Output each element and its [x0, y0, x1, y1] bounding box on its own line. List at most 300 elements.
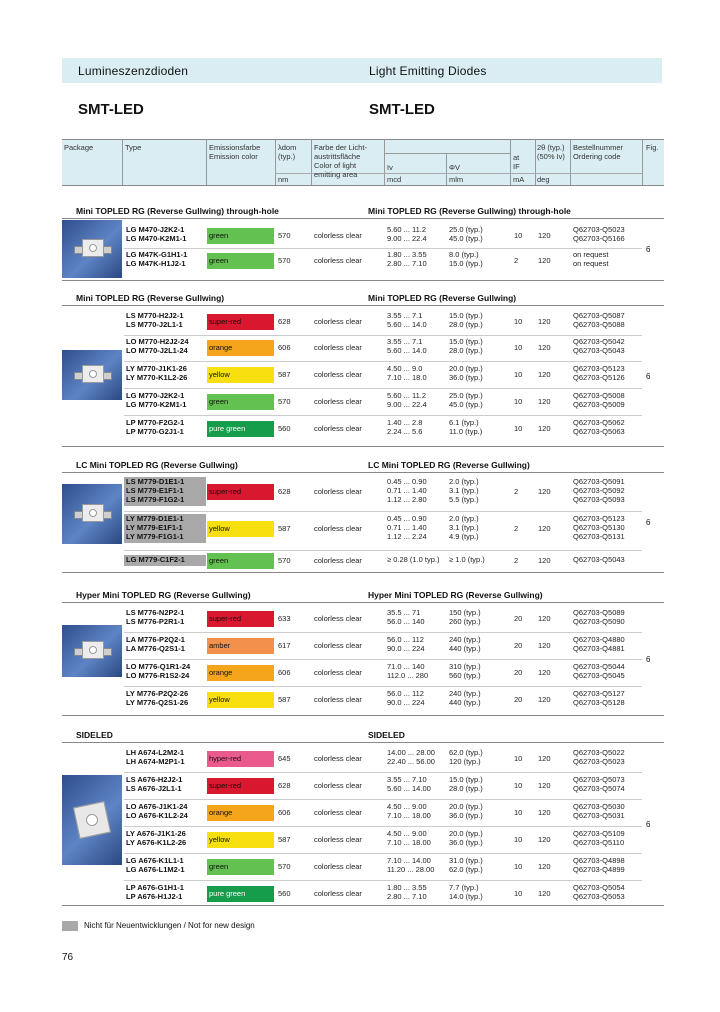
luminous-intensity: 3.55 ... 7.1: [387, 311, 423, 320]
viewing-angle: 120: [538, 667, 551, 677]
luminous-intensity: 56.0 ... 112: [387, 689, 424, 698]
forward-current: 10: [514, 780, 523, 790]
type-code: LP M770-F2G2-1: [126, 418, 185, 427]
luminous-intensity: 90.0 ... 224: [387, 698, 425, 707]
forward-current: 20: [514, 613, 523, 623]
row-separator: [124, 799, 642, 800]
figure-number: 6: [646, 518, 651, 527]
ordering-code: Q62703-Q5054: [573, 883, 625, 892]
header-iv-unit: mcd: [387, 175, 402, 184]
luminous-flux: 3.1 (typ.): [449, 523, 479, 532]
luminous-flux: 310 (typ.): [449, 662, 481, 671]
luminous-intensity: 0.45 ... 0.90: [387, 477, 427, 486]
ordering-code: Q62703-Q5043: [573, 346, 625, 355]
luminous-flux: 150 (typ.): [449, 608, 481, 617]
subtitle-english: SMT-LED: [369, 101, 435, 118]
emission-color-swatch: orange: [207, 340, 274, 356]
luminous-flux: 25.0 (typ.): [449, 225, 483, 234]
luminous-intensity: 112.0 ... 280: [387, 671, 429, 680]
row-separator: [124, 880, 642, 881]
section-title-german: Mini TOPLED RG (Reverse Gullwing) through-hole: [76, 206, 279, 216]
type-code: LS M770-H2J2-1: [126, 311, 184, 320]
luminous-intensity: 4.50 ... 9.00: [387, 802, 427, 811]
ordering-code: Q62703-Q4881: [573, 644, 625, 653]
type-code: LS A676-H2J2-1: [126, 775, 183, 784]
viewing-angle: 120: [538, 834, 551, 844]
figure-number: 6: [646, 245, 651, 254]
header-divider: [122, 139, 123, 185]
luminous-flux: 36.0 (typ.): [449, 838, 483, 847]
viewing-angle: 120: [538, 342, 551, 352]
luminous-flux: 560 (typ.): [449, 671, 481, 680]
ordering-code: Q62703-Q5166: [573, 234, 625, 243]
forward-current: 20: [514, 694, 523, 704]
ordering-code: Q62703-Q5110: [573, 838, 625, 847]
type-code: LP M770-G2J1-1: [126, 427, 184, 436]
dominant-wavelength: 560: [278, 888, 291, 898]
title-english: Light Emitting Diodes: [369, 64, 487, 78]
row-separator: [124, 550, 642, 551]
luminous-intensity: 7.10 ... 18.00: [387, 811, 431, 820]
type-code: LY M776-Q2S1-26: [126, 698, 189, 707]
ordering-code: Q62703-Q5123: [573, 514, 625, 523]
viewing-angle: 120: [538, 423, 551, 433]
luminous-flux: 36.0 (typ.): [449, 811, 483, 820]
viewing-angle: 120: [538, 888, 551, 898]
package-chip: [82, 365, 104, 383]
lens-color: colorless clear: [314, 780, 362, 790]
row-separator: [124, 248, 642, 249]
header-divider: [510, 139, 511, 185]
type-code: LO M770-J2L1-24: [126, 346, 188, 355]
led-lens: [89, 646, 97, 654]
dominant-wavelength: 570: [278, 230, 291, 240]
dominant-wavelength: 587: [278, 369, 291, 379]
header-top-rule: [62, 139, 664, 140]
type-code: LY M770-K1L2-26: [126, 373, 188, 382]
luminous-intensity: 35.5 ... 71: [387, 608, 421, 617]
type-code: LG A676-K1L1-1: [126, 856, 184, 865]
dominant-wavelength: 570: [278, 556, 291, 565]
page-number: 76: [62, 952, 74, 963]
header-divider: [570, 139, 571, 185]
header-divider: [446, 153, 447, 185]
subtitle-german: SMT-LED: [78, 101, 144, 118]
lens-color: colorless clear: [314, 640, 362, 650]
luminous-intensity: ≥ 0.28 (1.0 typ.): [387, 555, 440, 564]
type-code: LO A676-K1L2-24: [126, 811, 188, 820]
forward-current: 10: [514, 423, 523, 433]
type-code: LS A676-J2L1-1: [126, 784, 182, 793]
dominant-wavelength: 628: [278, 487, 291, 496]
lens-color: colorless clear: [314, 861, 362, 871]
lens-color: colorless clear: [314, 556, 362, 565]
row-separator: [124, 686, 642, 687]
package-image: [62, 220, 122, 278]
luminous-intensity: 2.24 ... 5.6: [387, 427, 423, 436]
luminous-flux: 7.7 (typ.): [449, 883, 479, 892]
luminous-intensity: 5.60 ... 14.00: [387, 784, 431, 793]
header-at: at IF: [513, 153, 520, 171]
type-code: LG M779-C1F2-1: [126, 555, 185, 564]
led-lens: [89, 244, 97, 252]
type-code: LS M779-E1F1-1: [126, 486, 184, 495]
header-angle-unit: deg: [537, 175, 550, 184]
figure-number: 6: [646, 654, 651, 664]
luminous-flux: 2.0 (typ.): [449, 514, 479, 523]
viewing-angle: 120: [538, 396, 551, 406]
led-lens: [89, 509, 97, 517]
luminous-flux: 28.0 (typ.): [449, 346, 483, 355]
header-type: Type: [125, 143, 142, 152]
ordering-code: Q62703-Q5126: [573, 373, 625, 382]
type-code: LG M47K-H1J2-1: [126, 259, 186, 268]
row-separator: [124, 659, 642, 660]
ordering-code: Q62703-Q5109: [573, 829, 625, 838]
viewing-angle: 120: [538, 807, 551, 817]
emission-color-swatch: green: [207, 228, 274, 244]
ordering-code: Q62703-Q5022: [573, 748, 625, 757]
package-chip: [73, 801, 111, 839]
type-code: LO A676-J1K1-24: [126, 802, 188, 811]
luminous-flux: 45.0 (typ.): [449, 400, 483, 409]
package-image: [62, 775, 122, 865]
luminous-intensity: 1.80 ... 3.55: [387, 250, 427, 259]
emission-color-swatch: super-red: [207, 611, 274, 627]
ordering-code: Q62703-Q5008: [573, 391, 625, 400]
row-separator: [124, 511, 642, 512]
ordering-code: Q62703-Q4880: [573, 635, 625, 644]
section-rule: [62, 602, 664, 603]
viewing-angle: 120: [538, 230, 551, 240]
type-code: LG M47K-G1H1-1: [126, 250, 188, 259]
forward-current: 10: [514, 834, 523, 844]
ordering-code: Q62703-Q5127: [573, 689, 625, 698]
package-image: [62, 625, 122, 677]
lens-color: colorless clear: [314, 369, 362, 379]
luminous-intensity: 5.60 ... 11.2: [387, 225, 427, 234]
package-chip: [82, 239, 104, 257]
dominant-wavelength: 570: [278, 861, 291, 871]
emission-color-swatch: yellow: [207, 832, 274, 848]
luminous-intensity: 0.71 ... 1.40: [387, 523, 427, 532]
type-code: LG M770-K2M1-1: [126, 400, 187, 409]
luminous-intensity: 90.0 ... 224: [387, 644, 425, 653]
header-angle: 2θ (typ.) (50% Iv): [537, 143, 565, 161]
header-sub-rule: [384, 153, 510, 154]
type-code: LH A674-L2M2-1: [126, 748, 185, 757]
lens-color: colorless clear: [314, 396, 362, 406]
type-code: LA M776-P2Q2-1: [126, 635, 185, 644]
ordering-code: Q62703-Q4899: [573, 865, 625, 874]
emission-color-swatch: hyper-red: [207, 751, 274, 767]
dominant-wavelength: 628: [278, 316, 291, 326]
luminous-intensity: 0.71 ... 1.40: [387, 486, 427, 495]
luminous-flux: 3.1 (typ.): [449, 486, 479, 495]
type-code: LY M776-P2Q2-26: [126, 689, 189, 698]
emission-color-swatch: green: [207, 553, 274, 569]
led-lens: [85, 813, 99, 827]
luminous-intensity: 1.12 ... 2.80: [387, 495, 427, 504]
row-separator: [124, 335, 642, 336]
ordering-code: Q62703-Q5123: [573, 364, 625, 373]
section-bottom-rule: [62, 715, 664, 716]
type-code: LY M770-J1K1-26: [126, 364, 187, 373]
luminous-intensity: 11.20 ... 28.00: [387, 865, 435, 874]
type-code: LG A676-L1M2-1: [126, 865, 185, 874]
dominant-wavelength: 570: [278, 255, 291, 265]
section-rule: [62, 472, 664, 473]
lens-color: colorless clear: [314, 888, 362, 898]
figure-number: 6: [646, 371, 651, 381]
package-chip: [82, 641, 104, 659]
luminous-flux: 440 (typ.): [449, 698, 481, 707]
package-image: [62, 350, 122, 400]
forward-current: 10: [514, 369, 523, 379]
section-title-german: LC Mini TOPLED RG (Reverse Gullwing): [76, 460, 238, 470]
viewing-angle: 120: [538, 694, 551, 704]
type-code: LY M779-E1F1-1: [126, 523, 183, 532]
luminous-intensity: 1.12 ... 2.24: [387, 532, 427, 541]
luminous-flux: 260 (typ.): [449, 617, 481, 626]
emission-color-swatch: green: [207, 253, 274, 269]
luminous-flux: 45.0 (typ.): [449, 234, 483, 243]
luminous-flux: 14.0 (typ.): [449, 892, 483, 901]
luminous-flux: 2.0 (typ.): [449, 477, 479, 486]
emission-color-swatch: yellow: [207, 692, 274, 708]
luminous-flux: 120 (typ.): [449, 757, 481, 766]
type-code: LO M776-Q1R1-24: [126, 662, 191, 671]
ordering-code: on request: [573, 259, 609, 268]
viewing-angle: 120: [538, 753, 551, 763]
header-fig: Fig.: [646, 143, 659, 152]
luminous-flux: 25.0 (typ.): [449, 391, 483, 400]
ordering-code: Q62703-Q5092: [573, 486, 625, 495]
forward-current: 2: [514, 524, 519, 533]
luminous-flux: 20.0 (typ.): [449, 829, 483, 838]
row-separator: [124, 772, 642, 773]
lens-color: colorless clear: [314, 753, 362, 763]
ordering-code: Q62703-Q5023: [573, 757, 625, 766]
luminous-intensity: 5.60 ... 11.2: [387, 391, 427, 400]
ordering-code: Q62703-Q5042: [573, 337, 625, 346]
type-code: LG M470-J2K2-1: [126, 225, 185, 234]
ordering-code: Q62703-Q5023: [573, 225, 625, 234]
luminous-intensity: 14.00 ... 28.00: [387, 748, 435, 757]
dominant-wavelength: 570: [278, 396, 291, 406]
luminous-flux: 28.0 (typ.): [449, 784, 483, 793]
luminous-flux: 8.0 (typ.): [449, 250, 479, 259]
type-code: LS M779-F1G2-1: [126, 495, 185, 504]
type-code: LY A676-K1L2-26: [126, 838, 187, 847]
viewing-angle: 120: [538, 524, 551, 533]
luminous-flux: ≥ 1.0 (typ.): [449, 555, 485, 564]
viewing-angle: 120: [538, 556, 551, 565]
header-divider: [642, 139, 643, 185]
luminous-intensity: 3.55 ... 7.10: [387, 775, 427, 784]
lens-color: colorless clear: [314, 667, 362, 677]
emission-color-swatch: super-red: [207, 484, 274, 500]
ordering-code: Q62703-Q5131: [573, 532, 625, 541]
ordering-code: Q62703-Q5093: [573, 495, 625, 504]
dominant-wavelength: 587: [278, 834, 291, 844]
luminous-flux: 5.5 (typ.): [449, 495, 479, 504]
header-iv: Iv: [387, 163, 393, 172]
emission-color-swatch: green: [207, 859, 274, 875]
emission-color-swatch: pure green: [207, 421, 274, 437]
legend-text: Nicht für Neuentwicklungen / Not for new design: [84, 921, 255, 930]
luminous-intensity: 4.50 ... 9.00: [387, 829, 427, 838]
luminous-intensity: 7.10 ... 14.00: [387, 856, 431, 865]
luminous-intensity: 3.55 ... 7.1: [387, 337, 423, 346]
section-bottom-rule: [62, 572, 664, 573]
type-code: LY A676-J1K1-26: [126, 829, 186, 838]
package-image: [62, 484, 122, 544]
row-separator: [124, 361, 642, 362]
luminous-intensity: 9.00 ... 22.4: [387, 400, 427, 409]
forward-current: 10: [514, 396, 523, 406]
type-code: LO M770-H2J2-24: [126, 337, 189, 346]
type-code: LY M779-D1E1-1: [126, 514, 184, 523]
forward-current: 10: [514, 230, 523, 240]
ordering-code: Q62703-Q5089: [573, 608, 625, 617]
luminous-flux: 4.9 (typ.): [449, 532, 479, 541]
luminous-flux: 20.0 (typ.): [449, 364, 483, 373]
ordering-code: Q62703-Q5053: [573, 892, 625, 901]
type-code: LH A674-M2P1-1: [126, 757, 185, 766]
emission-color-swatch: pure green: [207, 886, 274, 902]
luminous-intensity: 4.50 ... 9.0: [387, 364, 423, 373]
viewing-angle: 120: [538, 316, 551, 326]
type-code: LY M779-F1G1-1: [126, 532, 184, 541]
type-code: LP A676-H1J2-1: [126, 892, 183, 901]
section-bottom-rule: [62, 446, 664, 447]
header-divider: [275, 139, 276, 185]
luminous-intensity: 22.40 ... 56.00: [387, 757, 435, 766]
emission-color-swatch: super-red: [207, 314, 274, 330]
package-chip: [82, 504, 104, 522]
header-order: Bestellnummer Ordering code: [573, 143, 624, 161]
luminous-intensity: 7.10 ... 18.0: [387, 373, 427, 382]
luminous-flux: 31.0 (typ.): [449, 856, 483, 865]
ordering-code: Q62703-Q5030: [573, 802, 625, 811]
ordering-code: Q62703-Q5073: [573, 775, 625, 784]
header-ldom: λdom (typ.): [278, 143, 297, 161]
section-title-english: Hyper Mini TOPLED RG (Reverse Gullwing): [368, 590, 543, 600]
forward-current: 10: [514, 807, 523, 817]
type-code: LS M779-D1E1-1: [126, 477, 185, 486]
luminous-flux: 15.0 (typ.): [449, 311, 483, 320]
title-german: Lumineszenzdioden: [78, 64, 189, 78]
luminous-flux: 6.1 (typ.): [449, 418, 479, 427]
type-code: LG M470-K2M1-1: [126, 234, 187, 243]
luminous-intensity: 5.60 ... 14.0: [387, 320, 427, 329]
ordering-code: Q62703-Q5087: [573, 311, 625, 320]
lens-color: colorless clear: [314, 230, 362, 240]
emission-color-swatch: orange: [207, 805, 274, 821]
ordering-code: Q62703-Q5088: [573, 320, 625, 329]
header-phiv-unit: mlm: [449, 175, 464, 184]
type-code: LG M770-J2K2-1: [126, 391, 185, 400]
ordering-code: Q62703-Q5130: [573, 523, 625, 532]
ordering-code: Q62703-Q5090: [573, 617, 625, 626]
luminous-intensity: 9.00 ... 22.4: [387, 234, 427, 243]
header-divider: [311, 139, 312, 185]
lens-color: colorless clear: [314, 423, 362, 433]
dominant-wavelength: 645: [278, 753, 291, 763]
header-at-unit: mA: [513, 175, 525, 184]
lens-color: colorless clear: [314, 807, 362, 817]
viewing-angle: 120: [538, 780, 551, 790]
section-rule: [62, 742, 664, 743]
row-separator: [124, 826, 642, 827]
luminous-flux: 36.0 (typ.): [449, 373, 483, 382]
forward-current: 20: [514, 667, 523, 677]
emission-color-swatch: yellow: [207, 367, 274, 383]
figure-number: 6: [646, 819, 651, 829]
emission-color-swatch: yellow: [207, 521, 274, 537]
section-title-english: LC Mini TOPLED RG (Reverse Gullwing): [368, 460, 530, 470]
luminous-flux: 15.0 (typ.): [449, 259, 483, 268]
header-divider: [535, 139, 536, 185]
section-title-german: SIDELED: [76, 730, 113, 740]
section-bottom-rule: [62, 280, 664, 281]
header-bottom-rule: [62, 185, 664, 186]
luminous-flux: 440 (typ.): [449, 644, 481, 653]
forward-current: 10: [514, 888, 523, 898]
luminous-flux: 11.0 (typ.): [449, 427, 483, 436]
dominant-wavelength: 628: [278, 780, 291, 790]
emission-color-swatch: super-red: [207, 778, 274, 794]
forward-current: 2: [514, 255, 519, 265]
dominant-wavelength: 633: [278, 613, 291, 623]
section-title-english: Mini TOPLED RG (Reverse Gullwing) through-hole: [368, 206, 571, 216]
ordering-code: Q62703-Q5044: [573, 662, 625, 671]
dominant-wavelength: 606: [278, 807, 291, 817]
type-code: LP A676-G1H1-1: [126, 883, 184, 892]
luminous-intensity: 1.40 ... 2.8: [387, 418, 423, 427]
luminous-flux: 28.0 (typ.): [449, 320, 483, 329]
luminous-intensity: 71.0 ... 140: [387, 662, 425, 671]
forward-current: 10: [514, 753, 523, 763]
header-divider: [206, 139, 207, 185]
emission-color-swatch: orange: [207, 665, 274, 681]
viewing-angle: 120: [538, 640, 551, 650]
luminous-flux: 62.0 (typ.): [449, 748, 483, 757]
ordering-code: Q62703-Q5091: [573, 477, 625, 486]
luminous-flux: 15.0 (typ.): [449, 775, 483, 784]
section-title-german: Mini TOPLED RG (Reverse Gullwing): [76, 293, 225, 303]
ordering-code: Q62703-Q5063: [573, 427, 625, 436]
type-code: LA M776-Q2S1-1: [126, 644, 185, 653]
ordering-code: Q62703-Q5043: [573, 555, 625, 564]
luminous-flux: 20.0 (typ.): [449, 802, 483, 811]
section-title-english: SIDELED: [368, 730, 405, 740]
forward-current: 2: [514, 487, 519, 496]
legend-swatch: [62, 921, 78, 931]
forward-current: 10: [514, 342, 523, 352]
section-title-english: Mini TOPLED RG (Reverse Gullwing): [368, 293, 517, 303]
lens-color: colorless clear: [314, 316, 362, 326]
header-phiv: ΦV: [449, 163, 460, 172]
row-separator: [124, 632, 642, 633]
emission-color-swatch: amber: [207, 638, 274, 654]
led-lens: [89, 370, 97, 378]
row-separator: [124, 853, 642, 854]
row-separator: [124, 388, 642, 389]
luminous-flux: 240 (typ.): [449, 635, 481, 644]
luminous-intensity: 2.80 ... 7.10: [387, 259, 427, 268]
